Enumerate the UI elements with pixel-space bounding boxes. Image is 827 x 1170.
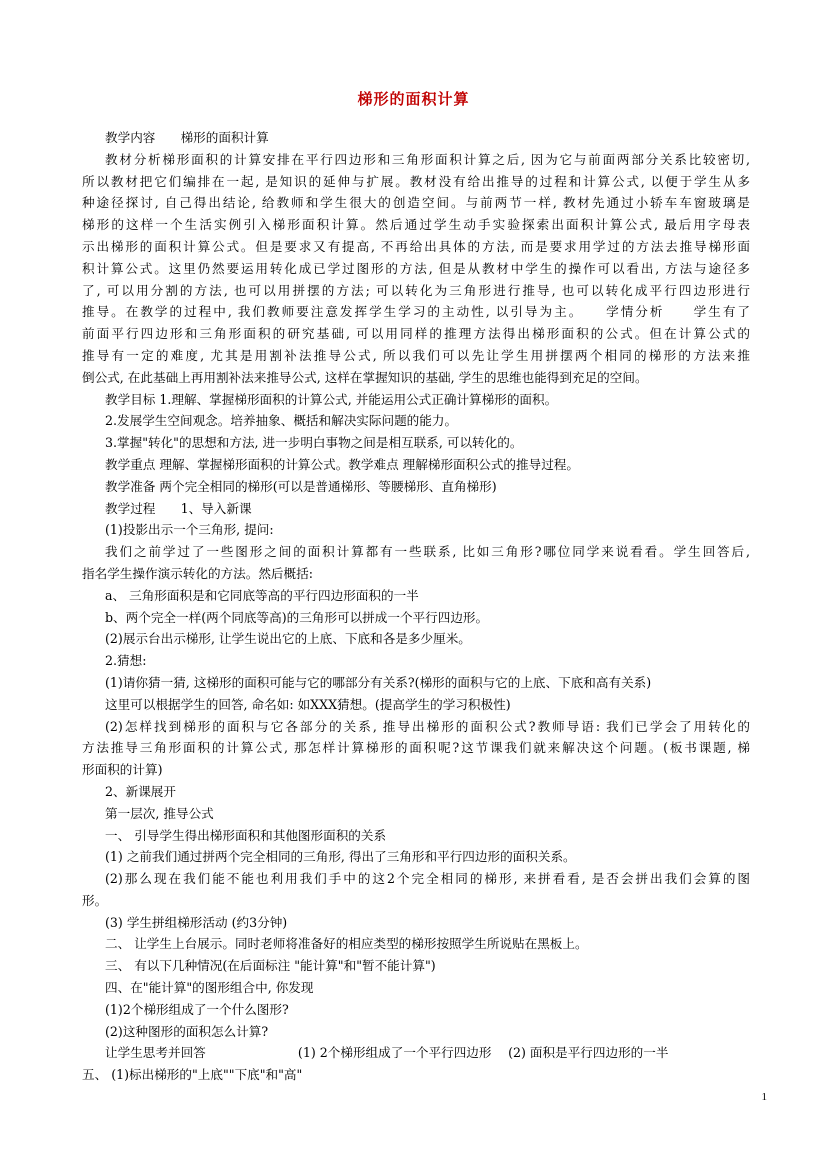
text-line: 推导。在教学的过程中, 我们教师要注意发挥学生学习的主动性, 以引导为主。 学情分析 学生有了	[82, 304, 750, 320]
text-line: 三、 有以下几种情况(在后面标注 "能计算"和"暂不能计算")	[105, 958, 436, 974]
text-line: (1)请你猜一猜, 这梯形的面积可能与它的哪部分有关系?(梯形的面积与它的上底、下底和高有关系)	[105, 674, 652, 690]
text-line: (1)投影出示一个三角形, 提问:	[105, 522, 274, 538]
text-line: 教学重点 理解、掌握梯形面积的计算公式。教学难点 理解梯形面积公式的推导过程。	[105, 456, 579, 472]
text-line: 这里可以根据学生的回答, 命名如: 如XXX猜想。(提高学生的学习积极性)	[105, 696, 511, 712]
text-line: (2)展示台出示梯形, 让学生说出它的上底、下底和各是多少厘米。	[105, 631, 471, 647]
text-line: 示出梯形的面积计算公式。但是要求又有提高, 不再给出具体的方法, 而是要求用学过的方法去推导梯形面	[82, 238, 750, 254]
text-line: 形。	[82, 892, 108, 908]
text-line: 2、新课展开	[105, 783, 176, 799]
text-line: (1) 之前我们通过拼两个完全相同的三角形, 得出了三角形和平行四边形的面积关系。	[105, 849, 576, 865]
text-line: 第一层次, 推导公式	[105, 805, 214, 821]
text-line: a、 三角形面积是和它同底等高的平行四边形面积的一半	[105, 587, 419, 603]
text-line: 种途径探讨, 自己得出结论, 给教师和学生很大的创造空间。与前两节一样, 教材先通过小轿车车窗玻璃是	[82, 195, 750, 211]
document-body	[82, 127, 750, 1086]
text-line: (2)这种图形的面积怎么计算?	[105, 1023, 269, 1039]
text-line: 方法推导三角形面积的计算公式, 那怎样计算梯形的面积呢?这节课我们就来解决这个问题。(板书课题, 梯	[82, 740, 750, 756]
text-line: 教材分析梯形面积的计算安排在平行四边形和三角形面积计算之后, 因为它与前面两部分关系比较密切,	[105, 151, 750, 167]
text-line: 五、 (1)标出梯形的"上底""下底"和"高"	[82, 1067, 303, 1083]
text-line: 积计算公式。这里仍然要运用转化成已学过图形的方法, 但是从教材中学生的操作可以看出, 方法与途径多	[82, 260, 750, 276]
text-line: 一、 引导学生得出梯形面积和其他图形面积的关系	[105, 827, 387, 843]
text-line: 推导有一定的难度, 尤其是用割补法推导公式, 所以我们可以先让学生用拼摆两个相同的梯形的方法来推	[82, 347, 750, 363]
text-line: 教学内容 梯形的面积计算	[105, 130, 269, 145]
text-line: 教学目标 1.理解、掌握梯形面积的计算公式, 并能运用公式正确计算梯形的面积。	[105, 391, 558, 407]
text-line: 教学过程 1、导入新课	[105, 500, 252, 516]
text-line: 3.掌握"转化"的思想和方法, 进一步明白事物之间是相互联系, 可以转化的。	[105, 435, 523, 451]
text-line: (2)那么现在我们能不能也利用我们手中的这2个完全相同的梯形, 来拼看看, 是否会拼出我们会算的图	[105, 871, 750, 887]
text-line: (2)怎样找到梯形的面积与它各部分的关系, 推导出梯形的面积公式?教师导语: 我们已学会了用转化的	[105, 718, 750, 734]
text-line: 形面积的计算)	[82, 762, 163, 778]
text-line: 让学生思考并回答 (1) 2个梯形组成了一个平行四边形 (2) 面积是平行四边形的一半	[105, 1045, 669, 1061]
text-line: (3) 学生拼组梯形活动 (约3分钟)	[105, 914, 288, 930]
text-line: 四、在"能计算"的图形组合中, 你发现	[105, 980, 314, 996]
document-title: 梯形的面积计算	[357, 90, 470, 108]
text-line: 所以教材把它们编排在一起, 是知识的延伸与扩展。教材没有给出推导的过程和计算公式, 以便于学生从多	[82, 173, 750, 189]
text-line: 我们之前学过了一些图形之间的面积计算都有一些联系, 比如三角形?哪位同学来说看看。学生回答后,	[105, 544, 750, 560]
page-number: 1	[761, 1091, 767, 1103]
text-line: 倒公式, 在此基础上再用割补法来推导公式, 这样在掌握知识的基础, 学生的思维也能得到充足的空间。	[82, 369, 648, 385]
text-line: 二、 让学生上台展示。同时老师将准备好的相应类型的梯形按照学生所说贴在黑板上。	[105, 936, 588, 952]
text-line: 教学准备 两个完全相同的梯形(可以是普通梯形、等腰梯形、直角梯形)	[105, 478, 497, 494]
text-line: 指名学生操作演示转化的方法。然后概括:	[82, 565, 313, 581]
text-line: 了, 可以用分割的方法, 也可以用拼摆的方法; 可以转化为三角形进行推导, 也可以转化成平行四边形进行	[82, 282, 750, 298]
text-line: b、两个完全一样(两个同底等高)的三角形可以拼成一个平行四边形。	[105, 609, 489, 625]
text-line: 2.猜想:	[105, 653, 147, 669]
text-line: 梯形的这样一个生活实例引入梯形面积计算。然后通过学生动手实验探索出面积计算公式, 最后用字母表	[82, 217, 750, 233]
text-line: 2.发展学生空间观念。培养抽象、概括和解决实际问题的能力。	[105, 413, 458, 429]
text-line: 前面平行四边形和三角形面积的研究基础, 可以用同样的推理方法得出梯形面积的公式。但在计算公式的	[82, 326, 750, 342]
text-line: (1)2个梯形组成了一个什么图形?	[105, 1001, 289, 1017]
